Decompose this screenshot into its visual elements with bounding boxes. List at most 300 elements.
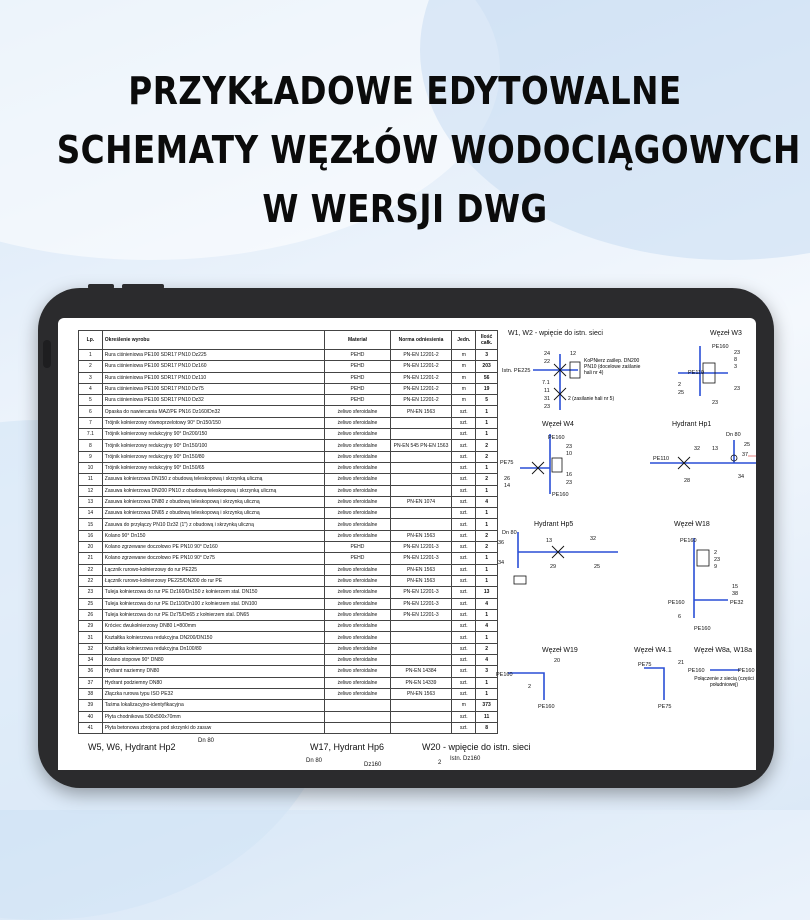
table-cell-qty: 56 bbox=[476, 372, 498, 383]
table-cell-lp: 34 bbox=[79, 655, 103, 666]
svg-text:23: 23 bbox=[566, 480, 573, 486]
table-cell-lp: 22 bbox=[79, 564, 103, 575]
table-cell-name: Kształtka kołnierzowa redukcyjna DN200/DN150 bbox=[102, 632, 325, 643]
table-cell-name: Trójnik kołnierzowy redukcyjny 90° Dn150/100 bbox=[102, 440, 325, 451]
table-row bbox=[79, 350, 498, 361]
table-cell-norm: PN-EN 1563 bbox=[390, 575, 452, 586]
table-cell-qty: 19 bbox=[476, 383, 498, 394]
table-cell-unit: szt. bbox=[452, 485, 476, 496]
table-cell-qty: 2 bbox=[476, 542, 498, 553]
schematic-title-w5-w6-hp2: W5, W6, Hydrant Hp2 bbox=[88, 742, 176, 752]
table-cell-mat: żeliwo sferoidalne bbox=[325, 609, 390, 620]
svg-text:34: 34 bbox=[498, 560, 505, 566]
table-row bbox=[79, 621, 498, 632]
table-row bbox=[79, 462, 498, 473]
table-cell-norm: PN-EN 12201-3 bbox=[390, 598, 452, 609]
table-cell-unit: szt. bbox=[452, 440, 476, 451]
table-cell-qty: 1 bbox=[476, 462, 498, 473]
table-row bbox=[79, 530, 498, 541]
svg-text:7.1: 7.1 bbox=[542, 380, 550, 386]
schematic-title: W1, W2 - wpięcie do istn. sieci bbox=[508, 330, 603, 337]
svg-text:34: 34 bbox=[738, 474, 745, 480]
table-cell-qty: 1 bbox=[476, 677, 498, 688]
table-cell-unit: m bbox=[452, 383, 476, 394]
table-row bbox=[79, 440, 498, 451]
table-cell-name: Tuleja kołnierzowa do rur PE Dz75/Dn65 z kołnierzem stal. DN65 bbox=[102, 609, 325, 620]
table-row bbox=[79, 677, 498, 688]
table-cell-name: Kształtka kołnierzowa redukcyjna Dn100/80 bbox=[102, 643, 325, 654]
table-row bbox=[79, 700, 498, 711]
table-cell-norm: PN-EN 545 PN-EN 1563 bbox=[390, 440, 452, 451]
table-cell-norm: PN-EN 1563 bbox=[390, 530, 452, 541]
header-name: Określenie wyrobu bbox=[102, 331, 325, 350]
table-cell-norm bbox=[390, 519, 452, 530]
header-material: Materiał bbox=[325, 331, 390, 350]
table-cell-lp: 20 bbox=[79, 542, 103, 553]
svg-text:23: 23 bbox=[734, 386, 741, 392]
table-row bbox=[79, 553, 498, 564]
table-cell-norm: PN-EN 12201-2 bbox=[390, 350, 452, 361]
table-cell-norm bbox=[390, 643, 452, 654]
table-cell-qty: 2 bbox=[476, 440, 498, 451]
table-cell-qty: 13 bbox=[476, 587, 498, 598]
table-cell-unit: m bbox=[452, 395, 476, 406]
schematic-w3 bbox=[678, 330, 742, 406]
table-cell-lp: 41 bbox=[79, 722, 103, 733]
table-cell-qty: 2 bbox=[476, 474, 498, 485]
svg-text:26: 26 bbox=[504, 476, 511, 482]
table-cell-mat: żeliwo sferoidalne bbox=[325, 530, 390, 541]
svg-text:2: 2 bbox=[714, 550, 718, 556]
table-header-row bbox=[79, 331, 498, 350]
table-cell-lp: 12 bbox=[79, 485, 103, 496]
table-row bbox=[79, 395, 498, 406]
table-cell-mat bbox=[325, 700, 390, 711]
table-cell-lp: 1 bbox=[79, 350, 103, 361]
table-cell-unit: szt. bbox=[452, 451, 476, 462]
table-cell-mat: żeliwo sferoidalne bbox=[325, 564, 390, 575]
schematic-w4 bbox=[500, 421, 574, 498]
table-cell-norm bbox=[390, 722, 452, 733]
schematic-title-w17-hp6: W17, Hydrant Hp6 bbox=[310, 742, 385, 752]
schematic-w1-w2: W1, W2 - wpięcie do istn. sieci Istn. PE225 24 12 22 7.1 11 31 23 KoPNierz zaślep. DN200 PN10 (docelowe zaślanie hali nr 4) 2 (zasilanie hali nr 5) bbox=[502, 330, 641, 410]
table-cell-mat: PEHD bbox=[325, 383, 390, 394]
dn80-label: Dn 80 bbox=[306, 758, 323, 764]
table-cell-mat: żeliwo sferoidalne bbox=[325, 677, 390, 688]
svg-text:32: 32 bbox=[590, 536, 597, 542]
table-row bbox=[79, 417, 498, 428]
table-cell-mat bbox=[325, 722, 390, 733]
table-cell-name: Zasuwa kołnierzowa DN65 z obudową teleskopową i skrzynką uliczną bbox=[102, 508, 325, 519]
table-cell-lp: 14 bbox=[79, 508, 103, 519]
table-cell-unit: szt. bbox=[452, 429, 476, 440]
table-cell-mat: żeliwo sferoidalne bbox=[325, 417, 390, 428]
svg-text:23: 23 bbox=[712, 400, 719, 406]
table-cell-qty: 4 bbox=[476, 655, 498, 666]
table-cell-name: Rura ciśnieniowa PE100 SDR17 PN10 Dz75 bbox=[102, 383, 325, 394]
table-cell-unit: szt. bbox=[452, 643, 476, 654]
svg-text:14: 14 bbox=[504, 483, 511, 489]
headline-line-3: W WERSJI DWG bbox=[262, 187, 548, 231]
svg-text:PE160: PE160 bbox=[712, 344, 729, 350]
table-cell-mat: żeliwo sferoidalne bbox=[325, 451, 390, 462]
table-cell-name: Kolano stopowe 90° DN80 bbox=[102, 655, 325, 666]
svg-text:28: 28 bbox=[684, 478, 691, 484]
table-cell-qty: 4 bbox=[476, 598, 498, 609]
table-cell-norm: PN-EN 14339 bbox=[390, 677, 452, 688]
table-cell-name: Trójnik kołnierzowy redukcyjny 90° Dn200/150 bbox=[102, 429, 325, 440]
table-cell-lp: 36 bbox=[79, 666, 103, 677]
svg-text:22: 22 bbox=[544, 359, 551, 365]
table-row bbox=[79, 406, 498, 417]
table-row bbox=[79, 383, 498, 394]
table-cell-norm bbox=[390, 632, 452, 643]
table-cell-lp: 23 bbox=[79, 587, 103, 598]
table-cell-unit: szt. bbox=[452, 688, 476, 699]
table-body bbox=[79, 350, 498, 734]
svg-text:Węzeł W3: Węzeł W3 bbox=[710, 330, 742, 337]
table-cell-lp: 26 bbox=[79, 609, 103, 620]
svg-text:23: 23 bbox=[714, 557, 721, 563]
table-cell-qty: 1 bbox=[476, 688, 498, 699]
svg-text:10: 10 bbox=[566, 451, 573, 457]
header-norm: Norma odniesienia bbox=[390, 331, 452, 350]
table-cell-lp: 38 bbox=[79, 688, 103, 699]
table-cell-norm bbox=[390, 508, 452, 519]
svg-text:13: 13 bbox=[546, 538, 553, 544]
dn80-label: Dn 80 bbox=[198, 738, 215, 744]
table-cell-name: Kolano 90° Dn150 bbox=[102, 530, 325, 541]
table-row bbox=[79, 666, 498, 677]
table-cell-unit: szt. bbox=[452, 598, 476, 609]
table-cell-mat: żeliwo sferoidalne bbox=[325, 575, 390, 586]
schematic-w4-1 bbox=[634, 647, 684, 710]
tablet-top-button bbox=[88, 284, 114, 289]
table-cell-name: Zasuwa kołnierzowa DN80 z obudową teleskopową i skrzynką uliczną bbox=[102, 496, 325, 507]
table-cell-name: Hydrant podziemny DN80 bbox=[102, 677, 325, 688]
table-cell-unit: szt. bbox=[452, 530, 476, 541]
table-cell-name: Łącznik rurowo-kołnierzowy PE225/DN200 do rur PE bbox=[102, 575, 325, 586]
table-cell-norm: PN-EN 12201-2 bbox=[390, 361, 452, 372]
svg-text:29: 29 bbox=[550, 564, 557, 570]
table-cell-name: Trójnik kołnierzowy równoprzelotowy 90° Dn150/150 bbox=[102, 417, 325, 428]
svg-text:23: 23 bbox=[544, 404, 551, 410]
table-cell-qty: 1 bbox=[476, 508, 498, 519]
table-cell-lp: 13 bbox=[79, 496, 103, 507]
table-cell-qty: 2 bbox=[476, 643, 498, 654]
table-cell-qty: 8 bbox=[476, 722, 498, 733]
table-cell-lp: 10 bbox=[79, 462, 103, 473]
table-cell-qty: 1 bbox=[476, 429, 498, 440]
table-cell-mat: żeliwo sferoidalne bbox=[325, 598, 390, 609]
table-cell-lp: 15 bbox=[79, 519, 103, 530]
table-cell-name: Rura ciśnieniowa PE100 SDR17 PN10 Dz32 bbox=[102, 395, 325, 406]
schematic-w19 bbox=[496, 647, 578, 710]
table-cell-unit: m bbox=[452, 372, 476, 383]
table-cell-unit: szt. bbox=[452, 406, 476, 417]
table-cell-norm bbox=[390, 451, 452, 462]
table-cell-qty: 1 bbox=[476, 575, 498, 586]
svg-text:38: 38 bbox=[732, 591, 739, 597]
svg-text:PE160: PE160 bbox=[694, 626, 711, 632]
svg-text:PE110: PE110 bbox=[653, 456, 670, 462]
table-cell-qty: 11 bbox=[476, 711, 498, 722]
headline-line-1: PRZYKŁADOWE EDYTOWALNE bbox=[128, 69, 682, 113]
table-cell-qty: 1 bbox=[476, 485, 498, 496]
svg-text:PE160: PE160 bbox=[548, 435, 565, 441]
svg-text:Węzeł W4: Węzeł W4 bbox=[542, 421, 574, 428]
table-cell-mat: żeliwo sferoidalne bbox=[325, 462, 390, 473]
table-cell-lp: 32 bbox=[79, 643, 103, 654]
table-row bbox=[79, 609, 498, 620]
table-cell-mat: PEHD bbox=[325, 361, 390, 372]
table-cell-lp: 16 bbox=[79, 530, 103, 541]
table-cell-name: Taśma lokalizacyjno-identyfikacyjna bbox=[102, 700, 325, 711]
table-row bbox=[79, 474, 498, 485]
svg-text:2: 2 bbox=[528, 684, 532, 690]
table-cell-mat: żeliwo sferoidalne bbox=[325, 508, 390, 519]
materials-table bbox=[78, 330, 498, 734]
table-cell-unit: szt. bbox=[452, 722, 476, 733]
table-cell-mat: żeliwo sferoidalne bbox=[325, 643, 390, 654]
svg-text:21: 21 bbox=[678, 660, 685, 666]
svg-text:PE160: PE160 bbox=[552, 492, 569, 498]
table-row bbox=[79, 688, 498, 699]
table-cell-lp: 31 bbox=[79, 632, 103, 643]
table-cell-qty: 4 bbox=[476, 496, 498, 507]
table-cell-lp: 9 bbox=[79, 451, 103, 462]
camera-icon bbox=[43, 340, 51, 368]
table-cell-mat bbox=[325, 711, 390, 722]
table-cell-norm: PN-EN 12201-3 bbox=[390, 542, 452, 553]
table-cell-name: Rura ciśnieniowa PE100 SDR17 PN10 Dz110 bbox=[102, 372, 325, 383]
table-cell-norm bbox=[390, 711, 452, 722]
table-cell-unit: szt. bbox=[452, 609, 476, 620]
table-cell-name: Hydrant naziemny DN80 bbox=[102, 666, 325, 677]
svg-text:Dn 80: Dn 80 bbox=[502, 530, 517, 536]
table-cell-lp: 2 bbox=[79, 361, 103, 372]
table-cell-name: Zasuwa kołnierzowa DN150 z obudową teleskopową i skrzynką uliczną bbox=[102, 474, 325, 485]
table-cell-mat: żeliwo sferoidalne bbox=[325, 440, 390, 451]
svg-text:PE160: PE160 bbox=[496, 672, 513, 678]
table-cell-unit: szt. bbox=[452, 711, 476, 722]
svg-text:8: 8 bbox=[734, 357, 738, 363]
table-cell-norm bbox=[390, 429, 452, 440]
table-cell-norm: PN-EN 1563 bbox=[390, 406, 452, 417]
table-cell-name: Trójnik kołnierzowy redukcyjny 90° Dn150/65 bbox=[102, 462, 325, 473]
table-cell-qty: 1 bbox=[476, 564, 498, 575]
svg-text:9: 9 bbox=[714, 564, 718, 570]
table-cell-lp: 4 bbox=[79, 383, 103, 394]
table-row bbox=[79, 722, 498, 733]
svg-text:PE160: PE160 bbox=[538, 704, 555, 710]
table-cell-name: Rura ciśnieniowa PE100 SDR17 PN10 Dz225 bbox=[102, 350, 325, 361]
svg-text:11: 11 bbox=[544, 388, 550, 394]
svg-text:PE160: PE160 bbox=[738, 668, 755, 674]
svg-text:PE160: PE160 bbox=[668, 600, 685, 606]
table-cell-qty: 373 bbox=[476, 700, 498, 711]
schematic-title-w20: W20 - wpięcie do istn. sieci bbox=[422, 742, 531, 752]
table-cell-mat: żeliwo sferoidalne bbox=[325, 632, 390, 643]
table-cell-name: Tuleja kołnierzowa do rur PE Dz110/Dn100 z kołnierzem stal. DN100 bbox=[102, 598, 325, 609]
table-row bbox=[79, 655, 498, 666]
table-cell-name: Zasuwa do przyłączy PN10 Dz32 (1") z obudową i skrzynką uliczną bbox=[102, 519, 325, 530]
table-cell-norm: PN-EN 1074 bbox=[390, 496, 452, 507]
table-cell-norm bbox=[390, 485, 452, 496]
table-row bbox=[79, 429, 498, 440]
table-cell-norm bbox=[390, 700, 452, 711]
table-cell-norm: PN-EN 12201-2 bbox=[390, 395, 452, 406]
dz160-label: Dz160 bbox=[364, 762, 382, 768]
table-cell-mat: żeliwo sferoidalne bbox=[325, 519, 390, 530]
headline bbox=[56, 62, 801, 239]
schematics-area bbox=[488, 318, 756, 770]
table-cell-unit: m bbox=[452, 350, 476, 361]
table-cell-lp: 7 bbox=[79, 417, 103, 428]
svg-text:Dn 80: Dn 80 bbox=[726, 432, 741, 438]
istn-dz160-label: Istn. Dz160 bbox=[450, 756, 481, 762]
table-cell-lp: 3 bbox=[79, 372, 103, 383]
table-row bbox=[79, 575, 498, 586]
header-qty: Ilość całk. bbox=[476, 331, 498, 350]
table-cell-qty: 1 bbox=[476, 417, 498, 428]
table-row bbox=[79, 598, 498, 609]
table-cell-norm: PN-EN 14384 bbox=[390, 666, 452, 677]
table-cell-qty: 2 bbox=[476, 530, 498, 541]
table-row bbox=[79, 542, 498, 553]
headline-line-2: SCHEMATY WĘZŁÓW WODOCIĄGOWYCH bbox=[56, 128, 801, 172]
table-cell-unit: szt. bbox=[452, 632, 476, 643]
table-cell-unit: szt. bbox=[452, 587, 476, 598]
svg-text:Istn. PE225: Istn. PE225 bbox=[502, 368, 531, 374]
svg-text:32: 32 bbox=[694, 446, 701, 452]
table-cell-name: Trójnik kołnierzowy redukcyjny 90° Dn150/80 bbox=[102, 451, 325, 462]
table-cell-unit: szt. bbox=[452, 655, 476, 666]
table-cell-unit: m bbox=[452, 700, 476, 711]
svg-text:Węzeł W4.1: Węzeł W4.1 bbox=[634, 647, 672, 654]
table-cell-unit: szt. bbox=[452, 508, 476, 519]
table-cell-lp: 8 bbox=[79, 440, 103, 451]
table-cell-qty: 3 bbox=[476, 350, 498, 361]
table-cell-norm bbox=[390, 621, 452, 632]
table-cell-norm bbox=[390, 462, 452, 473]
table-row bbox=[79, 632, 498, 643]
table-row bbox=[79, 485, 498, 496]
table-cell-name: Króciec dwukołnierzowy DN80 L=800mm bbox=[102, 621, 325, 632]
svg-text:31: 31 bbox=[544, 396, 551, 402]
table-cell-qty: 1 bbox=[476, 406, 498, 417]
table-cell-norm: PN-EN 1563 bbox=[390, 688, 452, 699]
svg-text:25: 25 bbox=[594, 564, 601, 570]
table-cell-qty: 3 bbox=[476, 666, 498, 677]
table-cell-lp: 6 bbox=[79, 406, 103, 417]
table-row bbox=[79, 564, 498, 575]
table-cell-mat: PEHD bbox=[325, 395, 390, 406]
table-cell-norm bbox=[390, 474, 452, 485]
table-cell-name: Zasuwa kołnierzowa DN200 PN10 z obudową teleskopową i skrzynką uliczną bbox=[102, 485, 325, 496]
table-cell-norm: PN-EN 12201-3 bbox=[390, 609, 452, 620]
table-cell-unit: szt. bbox=[452, 564, 476, 575]
table-cell-norm: PN-EN 12201-3 bbox=[390, 553, 452, 564]
header-lp: Lp. bbox=[79, 331, 103, 350]
table-cell-lp: 25 bbox=[79, 598, 103, 609]
table-cell-name: Kolano zgrzewane doczołowo PE PN10 90° Dz75 bbox=[102, 553, 325, 564]
svg-text:12: 12 bbox=[570, 351, 577, 357]
table-cell-mat: żeliwo sferoidalne bbox=[325, 496, 390, 507]
svg-text:PE75: PE75 bbox=[638, 662, 652, 668]
svg-text:13: 13 bbox=[712, 446, 719, 452]
table-cell-name: Opaska do nawiercania MAZ/PE PN16 Dz160/Dn32 bbox=[102, 406, 325, 417]
table-cell-qty: 1 bbox=[476, 553, 498, 564]
table-row bbox=[79, 451, 498, 462]
table-cell-unit: szt. bbox=[452, 519, 476, 530]
tablet-top-button bbox=[122, 284, 164, 289]
svg-text:Hydrant Hp1: Hydrant Hp1 bbox=[672, 421, 712, 428]
svg-text:36: 36 bbox=[498, 540, 505, 546]
svg-text:37: 37 bbox=[742, 452, 749, 458]
schematic-w18 bbox=[668, 521, 743, 632]
svg-text:6: 6 bbox=[678, 614, 682, 620]
table-cell-unit: m bbox=[452, 361, 476, 372]
table-cell-lp: 39 bbox=[79, 700, 103, 711]
table-cell-unit: szt. bbox=[452, 621, 476, 632]
table-cell-qty: 203 bbox=[476, 361, 498, 372]
table-cell-unit: szt. bbox=[452, 542, 476, 553]
table-cell-name: Kolano zgrzewane doczołowo PE PN10 90° Dz160 bbox=[102, 542, 325, 553]
table-cell-qty: 5 bbox=[476, 395, 498, 406]
schematic-hydrant-hp5 bbox=[498, 521, 618, 584]
table-cell-lp: 7.1 bbox=[79, 429, 103, 440]
svg-text:24: 24 bbox=[544, 351, 551, 357]
svg-text:23: 23 bbox=[566, 444, 573, 450]
svg-text:PE75: PE75 bbox=[658, 704, 672, 710]
table-cell-unit: szt. bbox=[452, 417, 476, 428]
svg-text:Hydrant Hp5: Hydrant Hp5 bbox=[534, 521, 574, 528]
table-cell-name: Tuleja kołnierzowa do rur PE Dz160/Dn150 z kołnierzem stal. DN150 bbox=[102, 587, 325, 598]
table-cell-name: Złączka rurowa typu ISO PE32 bbox=[102, 688, 325, 699]
table-cell-lp: 11 bbox=[79, 474, 103, 485]
table-cell-unit: szt. bbox=[452, 496, 476, 507]
schematic-w8a-w18a: Węzeł W8a, W18a PE160 PE160 Połączenie z siecią (części południowej) bbox=[688, 647, 755, 688]
svg-text:PE32: PE32 bbox=[730, 600, 744, 606]
schematic-hydrant-hp1 bbox=[650, 421, 756, 484]
svg-text:2: 2 bbox=[678, 382, 682, 388]
svg-text:20: 20 bbox=[554, 658, 561, 664]
table-cell-qty: 1 bbox=[476, 632, 498, 643]
table-row bbox=[79, 587, 498, 598]
table-cell-lp: 21 bbox=[79, 553, 103, 564]
svg-text:23: 23 bbox=[734, 350, 741, 356]
table-cell-unit: szt. bbox=[452, 553, 476, 564]
header-unit: Jedn. bbox=[452, 331, 476, 350]
table-cell-mat: żeliwo sferoidalne bbox=[325, 621, 390, 632]
svg-text:PE160: PE160 bbox=[680, 538, 697, 544]
table-cell-mat: żeliwo sferoidalne bbox=[325, 406, 390, 417]
table-cell-lp: 37 bbox=[79, 677, 103, 688]
table-cell-mat: żeliwo sferoidalne bbox=[325, 587, 390, 598]
table-cell-qty: 1 bbox=[476, 519, 498, 530]
table-cell-norm bbox=[390, 655, 452, 666]
table-row bbox=[79, 711, 498, 722]
table-cell-norm: PN-EN 1563 bbox=[390, 564, 452, 575]
table-cell-name: Łącznik rurowo-kołnierzowy do rur PE225 bbox=[102, 564, 325, 575]
table-cell-lp: 40 bbox=[79, 711, 103, 722]
label-2: 2 bbox=[438, 760, 442, 766]
table-row bbox=[79, 372, 498, 383]
table-cell-mat: żeliwo sferoidalne bbox=[325, 474, 390, 485]
table-cell-lp: 22 bbox=[79, 575, 103, 586]
table-cell-norm: PN-EN 12201-2 bbox=[390, 372, 452, 383]
